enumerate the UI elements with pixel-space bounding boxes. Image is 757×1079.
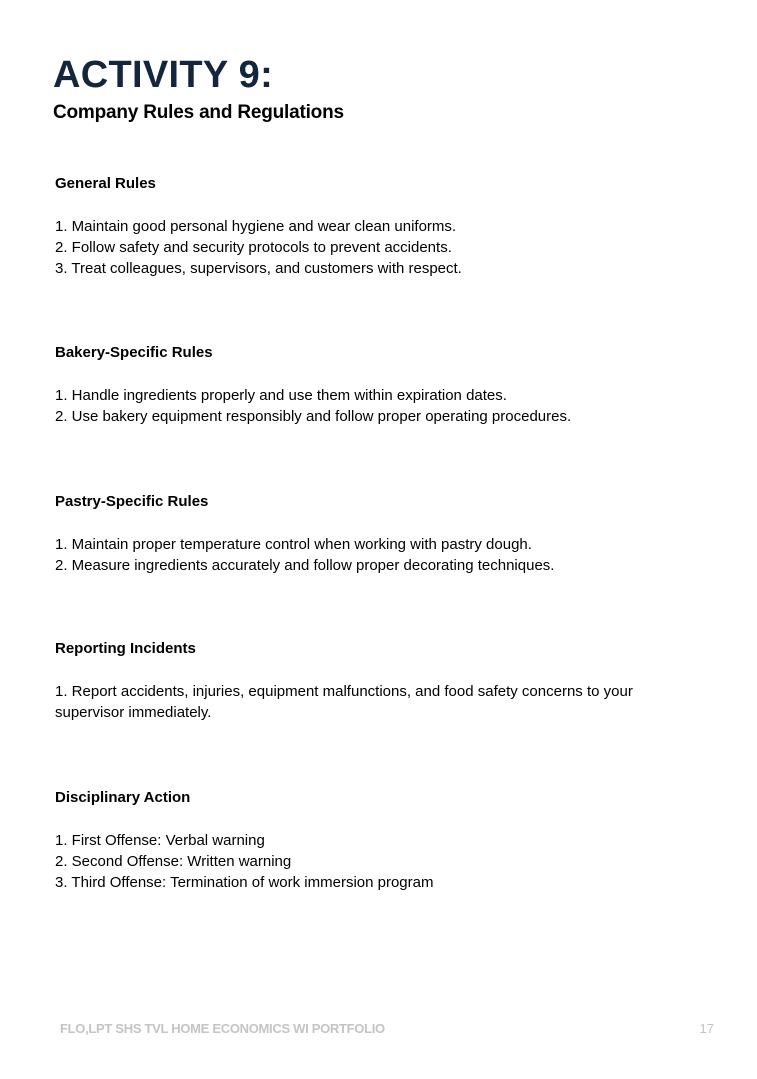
rule-item: 1. Maintain proper temperature control when working with pastry dough. bbox=[55, 536, 532, 553]
section-general-rules bbox=[55, 174, 675, 279]
section-reporting-incidents bbox=[55, 639, 675, 723]
rule-item: 1. Report accidents, injuries, equipment malfunctions, and food safety concerns to your supervisor immediately. bbox=[55, 683, 633, 721]
section-bakery-specific-rules bbox=[55, 343, 675, 427]
rule-item: 2. Use bakery equipment responsibly and follow proper operating procedures. bbox=[55, 408, 572, 425]
section-heading: Disciplinary Action bbox=[55, 789, 191, 806]
section-heading: Bakery-Specific Rules bbox=[55, 344, 213, 361]
section-heading: Reporting Incidents bbox=[55, 640, 196, 657]
rule-item: 1. Maintain good personal hygiene and wear clean uniforms. bbox=[55, 218, 457, 235]
section-heading: General Rules bbox=[55, 175, 156, 192]
rule-item: 2. Follow safety and security protocols to prevent accidents. bbox=[55, 239, 452, 256]
section-disciplinary-action bbox=[55, 788, 675, 893]
page-number: 17 bbox=[699, 1021, 714, 1036]
section-pastry-specific-rules bbox=[55, 492, 675, 576]
page-subtitle: Company Rules and Regulations bbox=[53, 102, 344, 123]
rule-item: 3. Third Offense: Termination of work immersion program bbox=[55, 874, 434, 891]
rule-list bbox=[55, 385, 675, 427]
rule-item: 1. Handle ingredients properly and use them within expiration dates. bbox=[55, 387, 507, 404]
rule-list bbox=[55, 830, 675, 893]
section-heading: Pastry-Specific Rules bbox=[55, 493, 209, 510]
rule-item: 2. Second Offense: Written warning bbox=[55, 853, 292, 870]
rule-item: 3. Treat colleagues, supervisors, and customers with respect. bbox=[55, 260, 462, 277]
rule-list bbox=[55, 534, 675, 576]
rule-item: 1. First Offense: Verbal warning bbox=[55, 832, 265, 849]
footer-text: FLO,LPT SHS TVL HOME ECONOMICS WI PORTFOLIO bbox=[60, 1021, 385, 1036]
rule-list bbox=[55, 216, 675, 279]
page-title: ACTIVITY 9: bbox=[53, 54, 274, 96]
rule-list bbox=[55, 681, 675, 723]
rule-item: 2. Measure ingredients accurately and follow proper decorating techniques. bbox=[55, 557, 555, 574]
